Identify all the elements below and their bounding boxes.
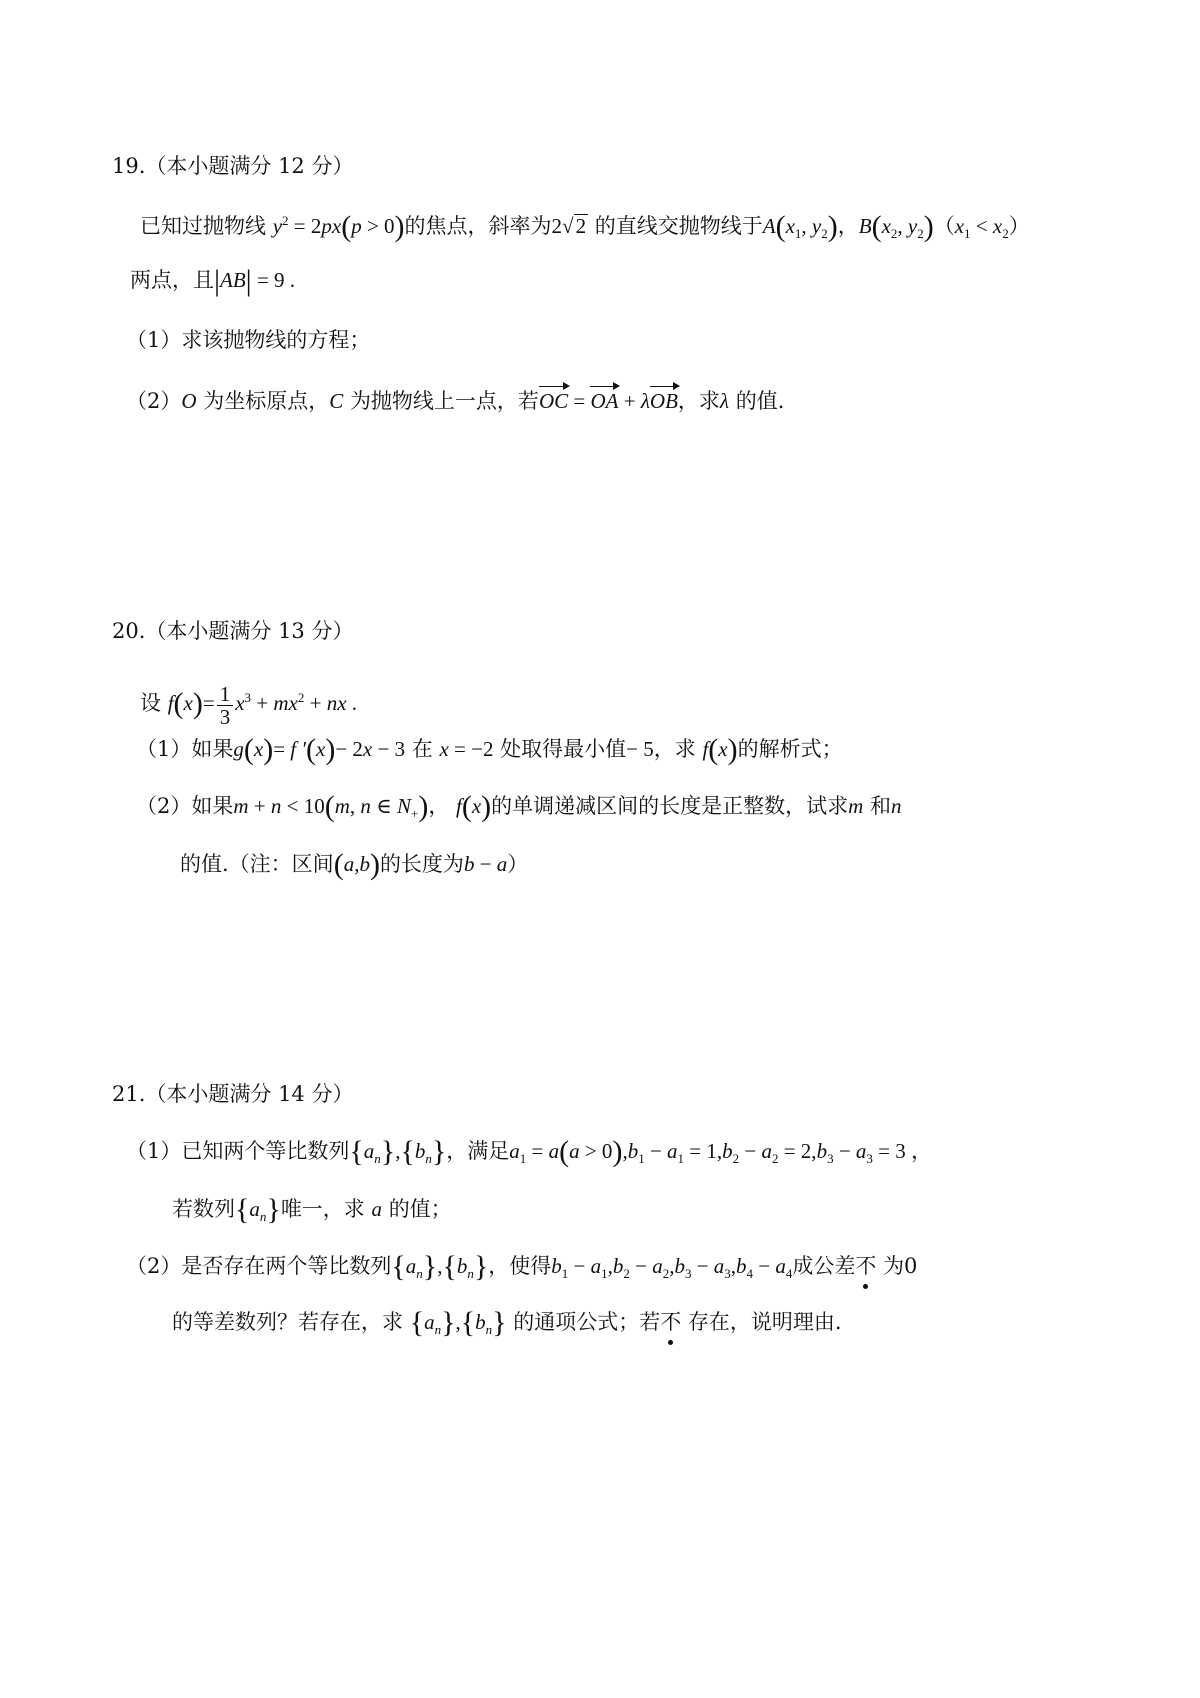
q20-fx: f(x) <box>702 733 738 766</box>
q21-conditions: $a_1 = a(a > 0),b_1 - a_1 = 1,b_2 - a_2 = 2,b_3 - a_3 = 3$ ， <box>509 1135 932 1168</box>
q20-part1-text-e: 的解析式； <box>737 737 843 761</box>
q21-part2-label: （2）是否存在两个等比数列 <box>126 1254 392 1278</box>
q20-function-f: f(x)= $\frac{1}{3}$ $x^3 + mx^2$ + nx . <box>167 681 358 729</box>
q19-statement-line1 <box>140 207 1030 248</box>
q19-point-C: C <box>329 389 344 413</box>
q21-var-a: a <box>371 1197 382 1221</box>
q19-origin-O: O <box>181 389 197 413</box>
q21-part1-text-e: 的值； <box>388 1197 452 1221</box>
q20-interval: (a,b) <box>333 848 380 881</box>
q20-function-g: g(x)= f ′(x)− 2x − 3 <box>233 733 406 766</box>
q20-part1-text-b: 在 <box>411 737 433 761</box>
q20-part1-label: （1）如果 <box>136 737 234 761</box>
q21-part2-text-d: 为0 <box>883 1254 918 1278</box>
q20-definition <box>140 670 357 732</box>
q20-text-set: 设 <box>140 691 161 715</box>
q20-header: 20.（本小题满分 13 分） <box>112 619 354 643</box>
q21-part1-line2 <box>172 1195 452 1231</box>
q21-part1-label: （1）已知两个等比数列 <box>126 1139 350 1163</box>
q21-part2-text-b: ，使得 <box>488 1254 552 1278</box>
q21-part1 <box>126 1137 932 1173</box>
q20-var-m: m <box>848 794 864 818</box>
q20-x-value: x = −2 <box>439 737 494 761</box>
q21-part2-text-e: 的等差数列？若存在，求 <box>172 1310 403 1334</box>
q19-text-1: 已知过抛物线 <box>140 214 266 238</box>
q19-part2-text-b: 为坐标原点， <box>203 389 330 413</box>
q21-part2-text-f: 的通项公式；若 <box>513 1310 661 1334</box>
q21-part2-text-c: 成公差 <box>792 1254 856 1278</box>
q21-part1-text-c: 若数列 <box>172 1197 235 1221</box>
q20-part2-text-c: 的单调递减区间的长度是正整数，试求 <box>491 794 849 818</box>
q20-part2-text-f: 的长度为 <box>379 852 464 876</box>
q20-length: b − a <box>463 852 508 876</box>
q19-text-3: 的直线交抛物线于 <box>594 214 763 238</box>
q19-lambda: λ <box>719 389 730 413</box>
q19-part2-text-e: 的值. <box>735 389 785 413</box>
q20-part1-text-d: ，求 <box>653 737 696 761</box>
q21-part1-text-d: 唯一，求 <box>280 1197 365 1221</box>
q19-part2-text-c: 为抛物线上一点，若 <box>349 389 539 413</box>
q19-statement-line2 <box>130 266 295 295</box>
q21-part2-text-h: 存在，说明理由. <box>687 1310 842 1334</box>
q20-part2-text-e: 的值.（注：区间 <box>180 852 334 876</box>
q21-sequences: $\{a_n\},\{b_n\}$ <box>349 1135 447 1168</box>
q20-min-value: − 5 <box>626 737 654 761</box>
q20-part1 <box>136 735 843 764</box>
q20-fx-2: f(x) <box>456 790 492 823</box>
q19-parabola-equation: $y^2 = 2px(p > 0)$ <box>272 210 405 243</box>
q21-part1-text-b: ，满足 <box>446 1139 510 1163</box>
q20-part2-label: （2）如果 <box>136 794 234 818</box>
q19-vector-equation: OC = OA + λOB <box>538 389 678 413</box>
q19-slope: 2√2 <box>551 214 587 238</box>
q21-part2-line2 <box>172 1308 842 1344</box>
q20-condition: m + n < 10(m, n ∈ $N_+$) <box>233 790 429 823</box>
q21-header: 21.（本小题满分 14 分） <box>112 1082 354 1106</box>
q21-seq-a: $\{a_n\}$ <box>235 1193 281 1226</box>
q19-text-4: 两点，且 <box>130 268 214 292</box>
q19-chord-length: |AB| = 9 . <box>214 264 296 297</box>
q20-part2-text-d: 和 <box>870 794 892 818</box>
q21-sequences-3: $\{a_n\},\{b_n\}$ <box>409 1306 507 1339</box>
q19-header: 19.（本小题满分 12 分） <box>112 154 354 178</box>
q19-text-2: 的焦点，斜率为 <box>404 214 552 238</box>
q21-emphasis-not-2: 不 <box>660 1310 682 1334</box>
q21-emphasis-not-1: 不 <box>855 1254 877 1278</box>
q19-points: $A(x_1$, $y_2$)，$B(x_2$, $y_2)(x_1 < x_2)$ <box>762 210 1030 243</box>
q20-part2-line2: 的值.（注：区间(a,b)的长度为b − a） <box>180 848 529 881</box>
q19-part2-label: （2） <box>126 389 182 413</box>
q19-part2 <box>126 387 784 415</box>
q20-var-n: n <box>891 794 902 818</box>
q19-part2-text-d: ，求 <box>677 389 720 413</box>
q20-part2 <box>136 792 902 828</box>
q19-part1: （1）求该抛物线的方程； <box>126 328 371 352</box>
q21-sequences-2: $\{a_n\},\{b_n\}$ <box>391 1250 489 1283</box>
q20-part2-text-b: ， <box>428 794 450 818</box>
q20-part1-text-c: 处取得最小值 <box>500 737 627 761</box>
q21-differences: $b_1 - a_1,b_2 - a_2,b_3 - a_3,b_4 - a_4$ <box>551 1254 793 1282</box>
q21-part2 <box>126 1252 917 1288</box>
